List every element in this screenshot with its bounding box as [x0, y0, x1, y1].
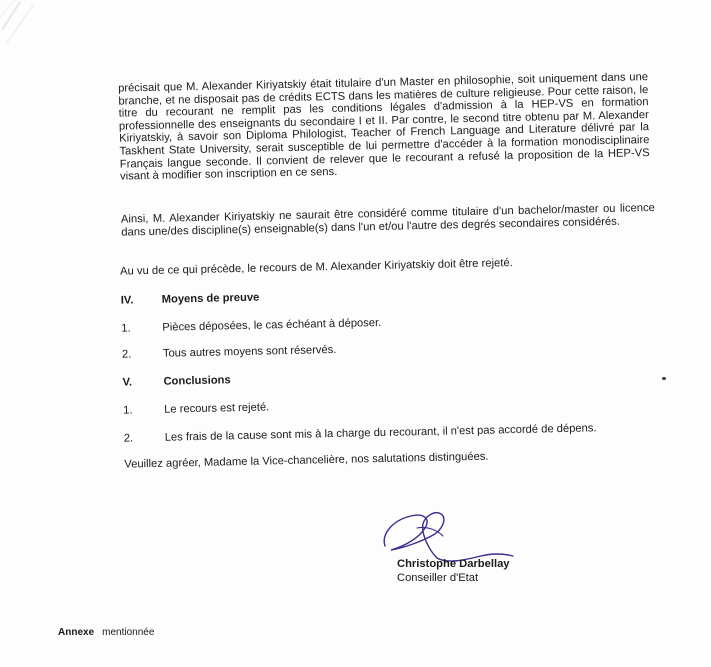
annex-label: Annexe [58, 627, 95, 638]
paragraph-rejection: Au vu de ce qui précède, le recours de M. Alexander Kiriyatskiy doit être rejeté. [119, 257, 513, 278]
item-number: 2. [121, 348, 132, 361]
section-heading-evidence [121, 292, 260, 307]
scan-corner-artifact [0, 0, 90, 60]
item-number: 1. [123, 404, 133, 417]
section-title: Moyens de preuve [161, 291, 260, 306]
paragraph-admission-conditions: précisait que M. Alexander Kiriyatskiy était titulaire d'un Master en philosophie, soit uniquement dans une branche, et ne disposait pas de crédits ECTS dans les matières de culture religieuse. Pour cette raison, le titre du recourant ne remplit pas les conditions légales d'admission à la HEP-VS en formation professionnelle des enseignants du secondaire I et II. Par contre, le second titre obtenu par M. Alexander Kiriyatskiy, à savoir son Diploma Philologist, Teacher of French Language and Literature délivré par la Taskhent State University, serait susceptible de lui permettre d'accéder à la formation monodisciplinaire Français langue seconde. Il convient de relever que le recourant a refusé la proposition de la HEP-VS visant à modifier son inscription en ce sens. [117, 71, 650, 183]
annex-note [58, 627, 154, 638]
section-heading-conclusions [122, 374, 230, 388]
item-number: 2. [123, 432, 134, 445]
list-item-conclusion-1 [123, 401, 269, 416]
scan-speck [662, 377, 666, 380]
section-title: Conclusions [163, 374, 231, 388]
item-text: Les frais de la cause sont mis à la charge du recourant, il n'est pas accordé de dépens. [164, 422, 597, 444]
signer-name: Christophe Darbellay [397, 558, 510, 570]
item-text: Le recours est rejeté. [164, 401, 270, 416]
signer-title: Conseiller d'Etat [397, 572, 479, 584]
list-item-conclusion-2 [124, 422, 597, 444]
item-text: Pièces déposées, le cas échéant à déposer. [162, 316, 382, 334]
signer-block [397, 557, 510, 585]
closing-salutation: Veuillez agréer, Madame la Vice-chancelière, nos salutations distinguées. [124, 450, 489, 471]
list-item-evidence-2 [122, 344, 337, 361]
paragraph-not-qualified: Ainsi, M. Alexander Kiriyatskiy ne saurait être considéré comme titulaire d'un bachelor/master ou licence dans une/des discipline(s) enseignable(s) dans l'un et/ou l'autre des degrés secondaires considérés. [120, 201, 655, 239]
annex-text: mentionnée [102, 627, 155, 638]
item-number: 1. [121, 322, 131, 335]
section-number: V. [122, 376, 133, 389]
item-text: Tous autres moyens sont réservés. [162, 343, 337, 360]
section-number: IV. [120, 294, 134, 307]
document-body [102, 70, 692, 471]
list-item-evidence-1 [121, 317, 381, 335]
